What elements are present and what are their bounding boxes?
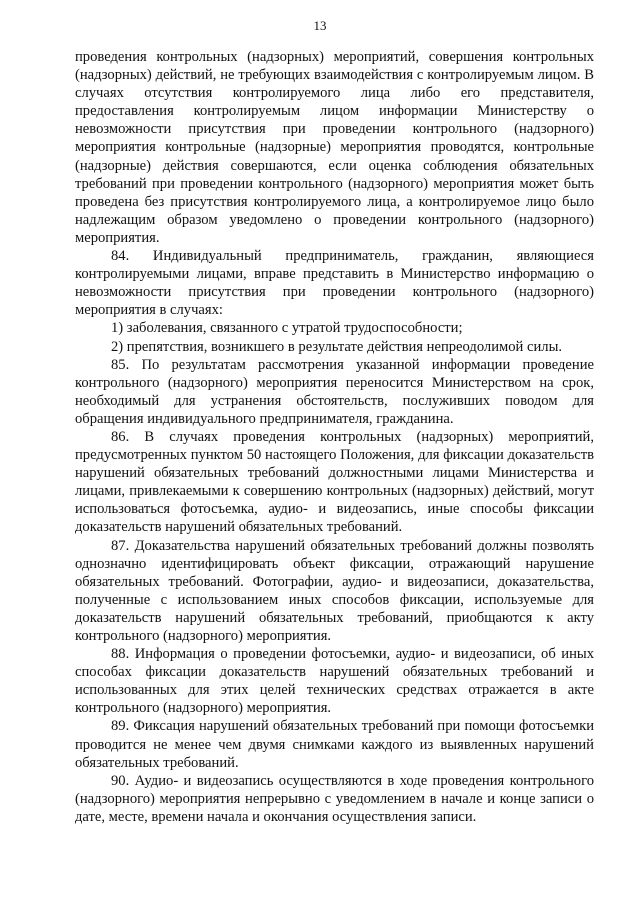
paragraph-86: 86. В случаях проведения контрольных (надзорных) мероприятий, предусмотренных пунктом 50 настоящего Положения, для фиксации доказательств нарушений обязательных требований должностными лицами Министерства и лицами, привлекаемыми к совершению контрольных (надзорных) действий, могут использоваться фотосъемка, аудио- и видеозапись, иные способы фиксации доказательств нарушений обязательных требований. (75, 428, 594, 536)
paragraph-85: 85. По результатам рассмотрения указанной информации проведение контрольного (надзорного) мероприятия переносится Министерством на срок, необходимый для устранения обстоятельств, послуживших поводом для обращения индивидуального предпринимателя, гражданина. (75, 356, 594, 427)
paragraph-continuation: проведения контрольных (надзорных) мероприятий, совершения контрольных (надзорных) действий, не требующих взаимодействия с контролируемым лицом. В случаях отсутствия контролируемого лица либо его представителя, предоставления контролируемым лицом информации Министерству о невозможности присутствия при проведении контрольного (надзорного) мероприятия контрольные (надзорные) мероприятия проводятся, контрольные (надзорные) действия совершаются, если оценка соблюдения обязательных требований при проведении контрольного (надзорного) мероприятия может быть проведена без присутствия контролируемого лица, а контролируемое лицо было надлежащим образом уведомлено о проведении контрольного (надзорного) мероприятия. (75, 49, 594, 246)
page-number: 13 (313, 18, 327, 33)
paragraph-84: 84. Индивидуальный предприниматель, гражданин, являющиеся контролируемыми лицами, вправе представить в Министерство информацию о невозможности присутствия при проведении контрольного (надзорного) мероприятия в случаях: (75, 248, 594, 319)
paragraph-87: 87. Доказательства нарушений обязательных требований должны позволять однозначно идентифицировать объект фиксации, отражающий нарушение обязательных требований. Фотографии, аудио- и видеозаписи, доказательства, полученные с использованием иных способов фиксации, используемые для доказательств нарушений обязательных требований, приобщаются к акту контрольного (надзорного) мероприятия. (75, 537, 594, 644)
paragraph-89: 89. Фиксация нарушений обязательных требований при помощи фотосъемки проводится не менее чем двумя снимками каждого из выявленных нарушений обязательных требований. (75, 718, 594, 771)
paragraph-88: 88. Информация о проведении фотосъемки, аудио- и видеозаписи, об иных способах фиксации доказательств нарушений обязательных требований и использованных для этих целей технических средствах отражается в акте контрольного (надзорного) мероприятия. (75, 646, 594, 717)
document-body (75, 48, 594, 826)
paragraph-90: 90. Аудио- и видеозапись осуществляются в ходе проведения контрольного (надзорного) мероприятия непрерывно с уведомлением в начале и конце записи о дате, месте, времени начала и окончания осуществления записи. (75, 772, 594, 825)
list-item-1: 1) заболевания, связанного с утратой трудоспособности; (111, 320, 463, 337)
list-item-2: 2) препятствия, возникшего в результате действия непреодолимой силы. (111, 338, 563, 355)
